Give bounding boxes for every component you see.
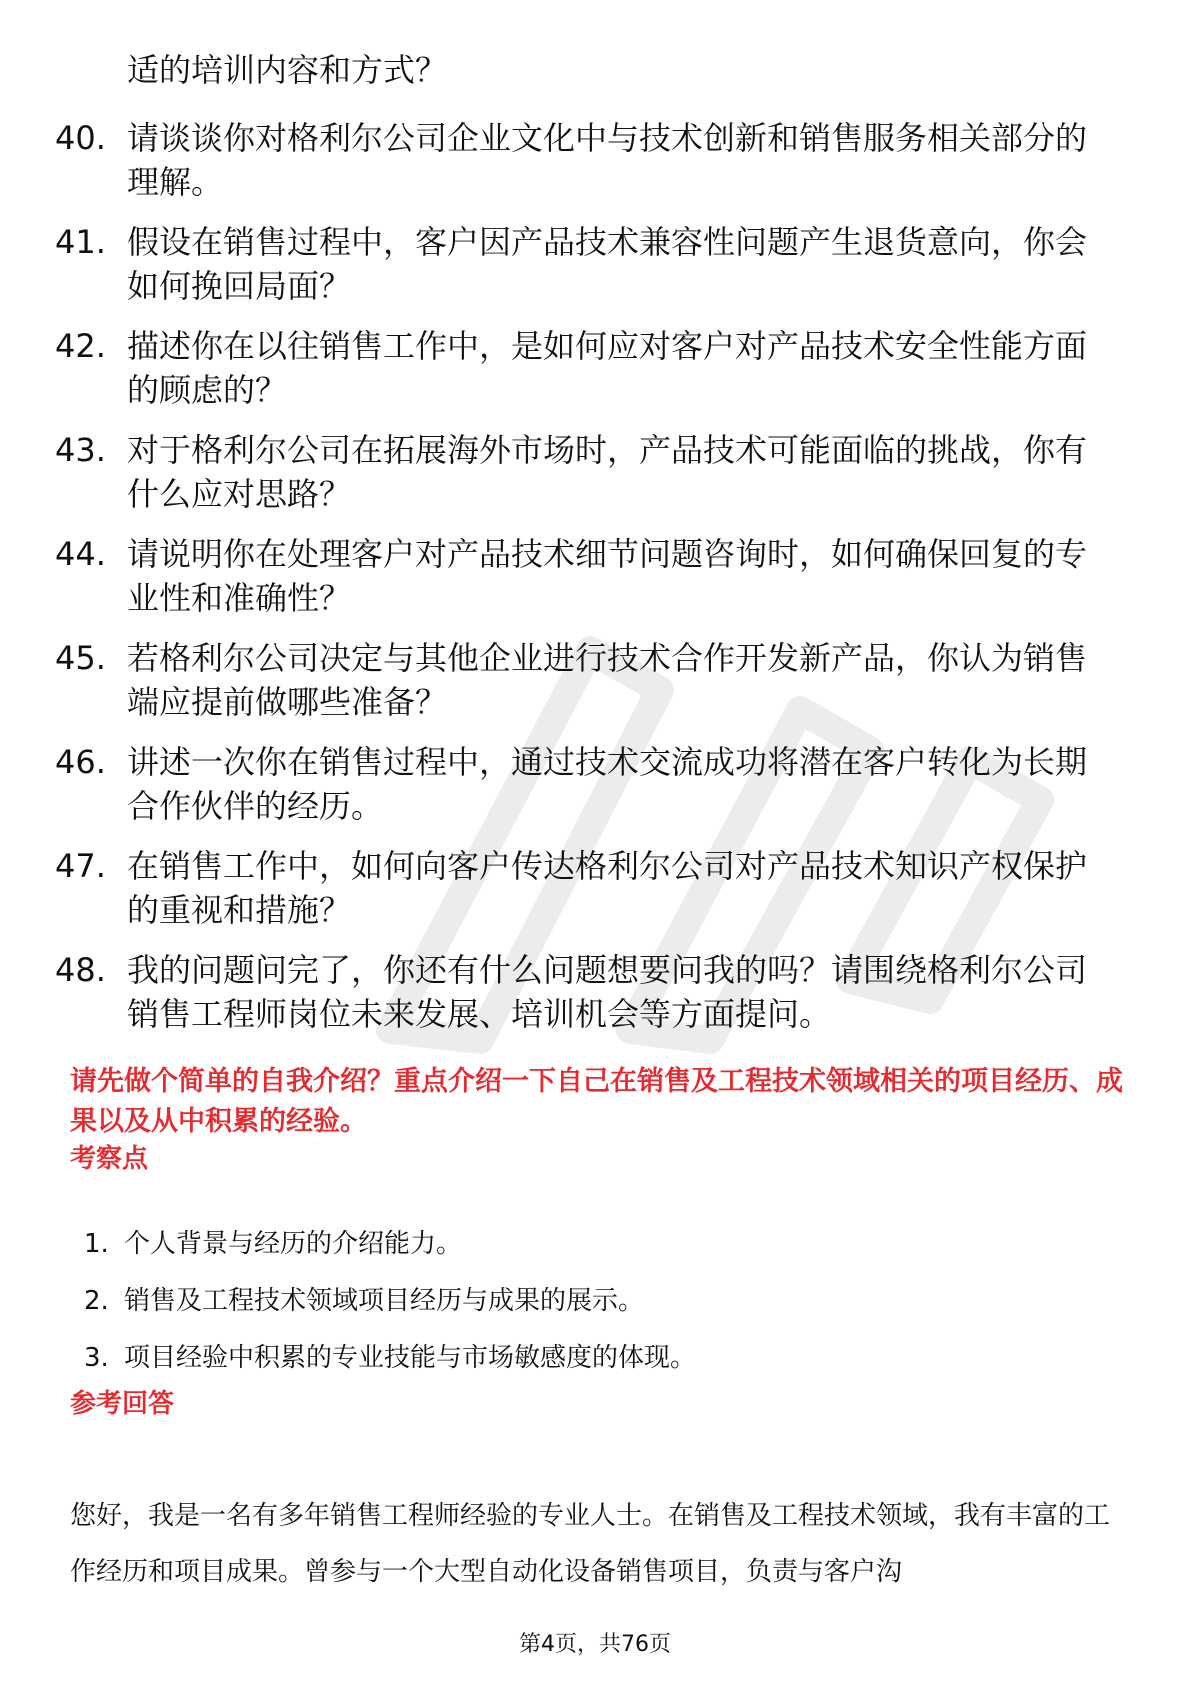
question-text: 若格利尔公司决定与其他企业进行技术合作开发新产品，你认为销售端应提前做哪些准备？ — [127, 639, 1088, 721]
question-list — [55, 116, 1115, 1052]
question-number: 47. — [55, 847, 106, 885]
exam-point-text: 销售及工程技术领域项目经历与成果的展示。 — [124, 1286, 645, 1316]
exam-point-number: 3. — [84, 1343, 109, 1373]
question-item — [55, 116, 1115, 204]
question-text: 请说明你在处理客户对产品技术细节问题咨询时，如何确保回复的专业性和准确性？ — [127, 535, 1088, 617]
highlighted-question: 请先做个简单的自我介绍？重点介绍一下自己在销售及工程技术领域相关的项目经历、成果以及从中积累的经验。 — [70, 1066, 1123, 1137]
exam-point-item — [84, 1340, 696, 1376]
question-item — [55, 948, 1115, 1036]
question-number: 46. — [55, 743, 106, 781]
question-item — [55, 428, 1115, 516]
question-number: 41. — [55, 223, 106, 261]
exam-point-number: 2. — [84, 1286, 109, 1316]
reference-answer-text: 您好，我是一名有多年销售工程师经验的专业人士。在销售及工程技术领域，我有丰富的工作经历和项目成果。曾参与一个大型自动化设备销售项目，负责与客户沟 — [70, 1501, 1111, 1587]
question-item — [55, 324, 1115, 412]
question-number: 48. — [55, 951, 106, 989]
question-number: 40. — [55, 119, 106, 157]
question-number: 42. — [55, 327, 106, 365]
exam-point-text: 项目经验中积累的专业技能与市场敏感度的体现。 — [124, 1343, 697, 1373]
question-text: 在销售工作中，如何向客户传达格利尔公司对产品技术知识产权保护的重视和措施？ — [127, 847, 1088, 929]
question-number: 45. — [55, 639, 106, 677]
question-text: 我的问题问完了，你还有什么问题想要问我的吗？请围绕格利尔公司销售工程师岗位未来发展、培训机会等方面提问。 — [127, 951, 1088, 1033]
exam-point-item — [84, 1226, 696, 1262]
question-item — [55, 740, 1115, 828]
exam-points-heading: 考察点 — [70, 1144, 149, 1174]
question-item — [55, 844, 1115, 932]
question-text: 讲述一次你在销售过程中，通过技术交流成功将潜在客户转化为长期合作伙伴的经历。 — [127, 743, 1088, 825]
reference-answer-heading: 参考回答 — [70, 1389, 175, 1419]
exam-point-number: 1. — [84, 1229, 109, 1259]
question-text: 描述你在以往销售工作中，是如何应对客户对产品技术安全性能方面的顾虑的？ — [127, 327, 1088, 409]
question-continuation: 适的培训内容和方式？ — [127, 51, 448, 89]
exam-points-list — [84, 1226, 696, 1397]
question-number: 44. — [55, 535, 106, 573]
question-text: 假设在销售过程中，客户因产品技术兼容性问题产生退货意向，你会如何挽回局面？ — [127, 223, 1088, 305]
question-item — [55, 636, 1115, 724]
question-number: 43. — [55, 431, 106, 469]
exam-point-item — [84, 1283, 696, 1319]
question-text: 请谈谈你对格利尔公司企业文化中与技术创新和销售服务相关部分的理解。 — [127, 119, 1088, 201]
question-item — [55, 532, 1115, 620]
exam-point-text: 个人背景与经历的介绍能力。 — [124, 1229, 463, 1259]
question-item — [55, 220, 1115, 308]
page-footer: 第4页，共76页 — [519, 1632, 671, 1657]
question-text: 对于格利尔公司在拓展海外市场时，产品技术可能面临的挑战，你有什么应对思路？ — [127, 431, 1088, 513]
